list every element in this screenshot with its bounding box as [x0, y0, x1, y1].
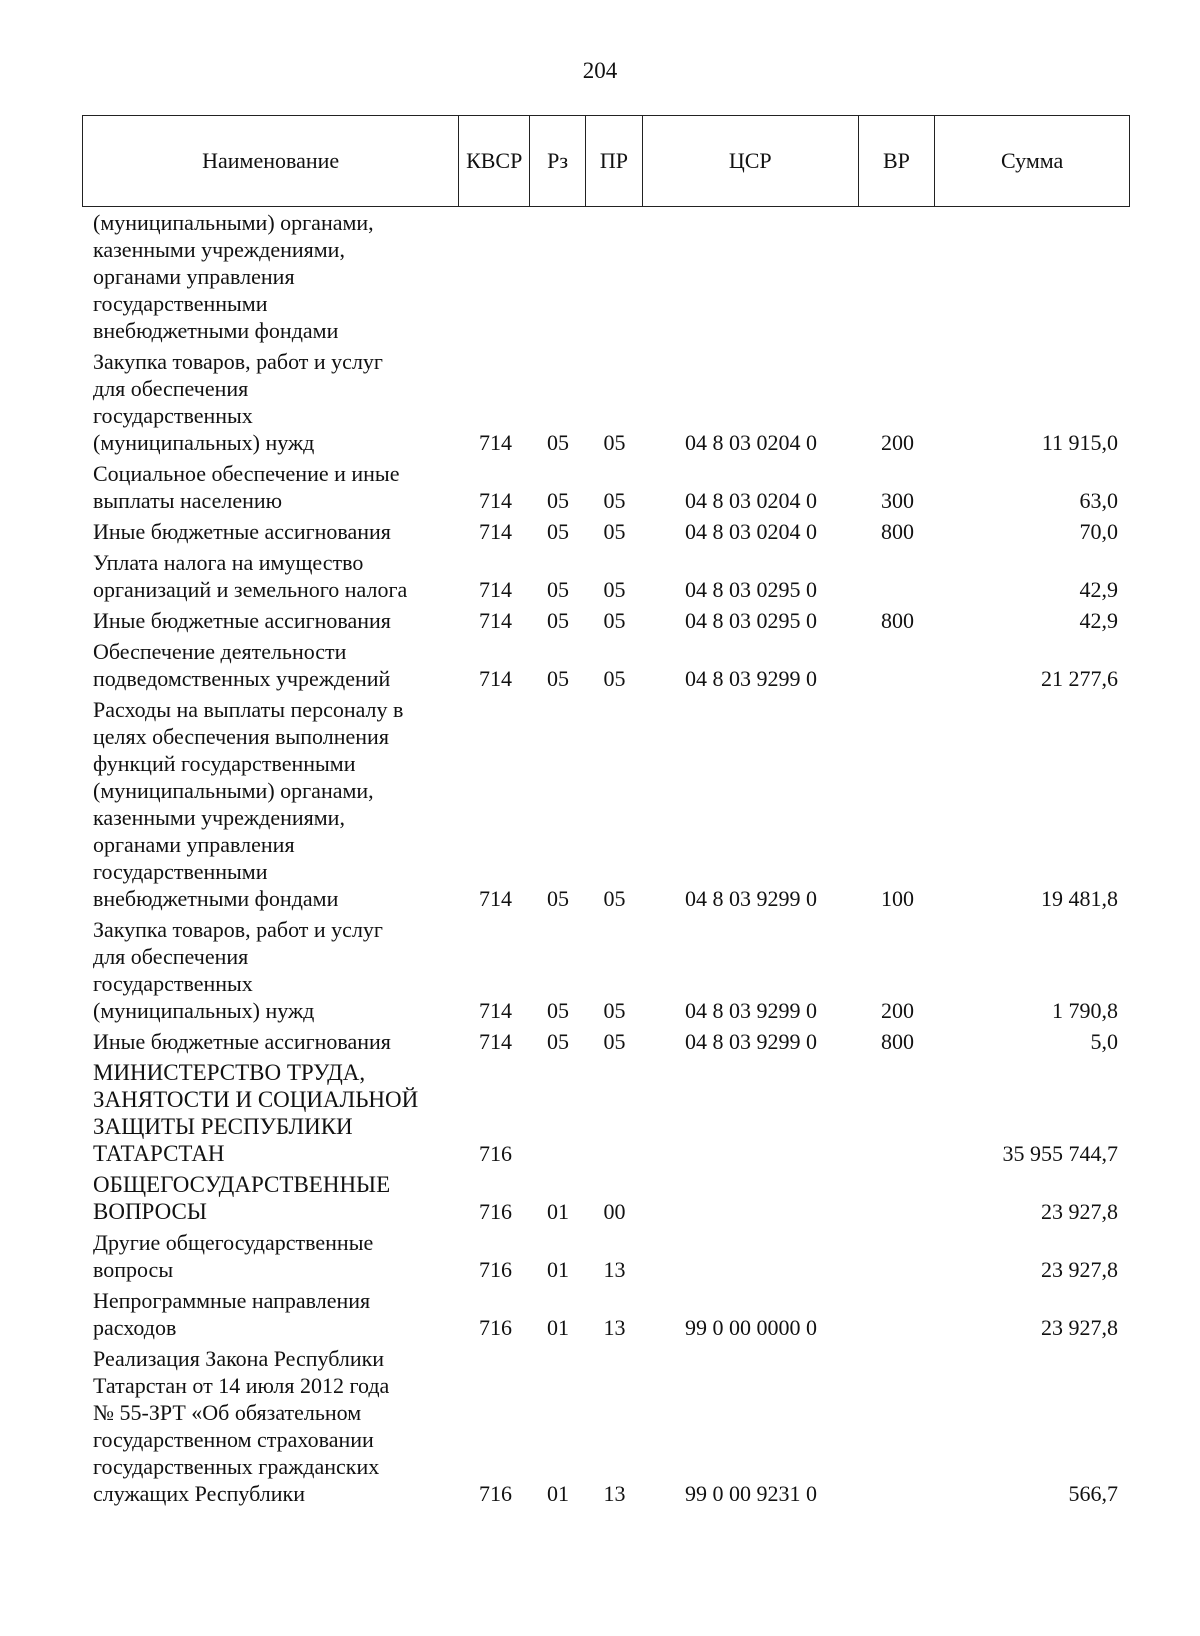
cell-sum: 11 915,0	[1041, 430, 1118, 455]
cell-name: ОБЩЕГОСУДАРСТВЕННЫЕ ВОПРОСЫ	[93, 1172, 391, 1224]
cell-kvsr: 716	[479, 1315, 512, 1340]
cell-kvsr: 716	[479, 1199, 512, 1224]
cell-pr: 13	[603, 1481, 626, 1506]
cell-rz: 05	[547, 488, 569, 513]
table-row	[82, 209, 1130, 344]
cell-name: Уплата налога на имущество организаций и земельного налога	[93, 550, 408, 602]
table-row	[82, 1287, 1130, 1341]
cell-name: Иные бюджетные ассигнования	[93, 608, 391, 633]
budget-table	[82, 115, 1130, 1511]
table-row	[82, 549, 1130, 603]
cell-csr: 99 0 00 9231 0	[685, 1481, 817, 1506]
cell-vr: 200	[881, 430, 914, 455]
cell-pr: 05	[603, 577, 626, 602]
table-row	[82, 916, 1130, 1024]
table-row	[82, 1229, 1130, 1283]
cell-csr: 04 8 03 9299 0	[685, 886, 817, 911]
table-row	[82, 348, 1130, 456]
header-pr: ПР	[586, 116, 643, 206]
table-row	[82, 460, 1130, 514]
cell-pr: 13	[603, 1315, 626, 1340]
cell-name: Закупка товаров, работ и услуг для обеспечения государственных (муниципальных) нужд	[93, 917, 383, 1023]
cell-sum: 35 955 744,7	[1002, 1141, 1118, 1166]
cell-vr: 300	[881, 488, 914, 513]
cell-sum: 21 277,6	[1041, 666, 1118, 691]
cell-pr: 05	[603, 488, 626, 513]
cell-csr: 04 8 03 0204 0	[685, 430, 817, 455]
cell-csr: 99 0 00 0000 0	[685, 1315, 817, 1340]
cell-kvsr: 714	[479, 430, 512, 455]
cell-kvsr: 714	[479, 886, 512, 911]
header-sum: Сумма	[1001, 148, 1064, 173]
cell-sum: 566,7	[1068, 1481, 1118, 1506]
cell-sum: 70,0	[1079, 519, 1118, 544]
cell-name: Закупка товаров, работ и услуг для обеспечения государственных (муниципальных) нужд	[93, 349, 383, 455]
cell-rz: 05	[547, 886, 569, 911]
cell-vr: 800	[881, 608, 914, 633]
table-row	[82, 607, 1130, 634]
cell-sum: 42,9	[1079, 608, 1118, 633]
cell-name: Иные бюджетные ассигнования	[93, 519, 391, 544]
cell-kvsr: 714	[479, 666, 512, 691]
cell-rz: 05	[547, 430, 569, 455]
cell-kvsr: 714	[479, 998, 512, 1023]
table-row	[82, 1059, 1130, 1167]
cell-rz: 01	[547, 1199, 569, 1224]
cell-pr: 05	[603, 430, 626, 455]
table-row	[82, 1171, 1130, 1225]
cell-pr: 00	[603, 1199, 626, 1224]
cell-name: Другие общегосударственные вопросы	[93, 1230, 374, 1282]
cell-pr: 05	[603, 1029, 626, 1054]
cell-rz: 05	[547, 666, 569, 691]
cell-csr: 04 8 03 0204 0	[685, 488, 817, 513]
header-name: Наименование	[83, 116, 459, 206]
cell-kvsr: 714	[479, 577, 512, 602]
cell-name: Реализация Закона Республики Татарстан от 14 июля 2012 года № 55-ЗРТ «Об обязательном государственном страховании государственных гражданских служащих Республики	[93, 1346, 390, 1506]
cell-rz: 05	[547, 608, 569, 633]
header-kvsr: КВСР	[459, 116, 530, 206]
table-row	[82, 1345, 1130, 1507]
table-row	[82, 696, 1130, 912]
cell-sum: 1 790,8	[1052, 998, 1118, 1023]
cell-sum: 5,0	[1090, 1029, 1118, 1054]
cell-sum: 23 927,8	[1041, 1257, 1118, 1282]
cell-kvsr: 714	[479, 488, 512, 513]
cell-name: Непрограммные направления расходов	[93, 1288, 371, 1340]
cell-rz: 05	[547, 998, 569, 1023]
cell-vr: 800	[881, 519, 914, 544]
cell-rz: 05	[547, 1029, 569, 1054]
cell-rz: 01	[547, 1481, 569, 1506]
cell-rz: 01	[547, 1315, 569, 1340]
cell-name: (муниципальными) органами, казенными учреждениями, органами управления государственными внебюджетными фондами	[93, 210, 374, 343]
cell-csr: 04 8 03 9299 0	[685, 1029, 817, 1054]
cell-name: Иные бюджетные ассигнования	[93, 1029, 391, 1054]
cell-csr: 04 8 03 0295 0	[685, 577, 817, 602]
cell-kvsr: 714	[479, 519, 512, 544]
table-row	[82, 638, 1130, 692]
cell-kvsr: 716	[479, 1481, 512, 1506]
cell-sum: 23 927,8	[1041, 1315, 1118, 1340]
cell-vr: 200	[881, 998, 914, 1023]
cell-name: МИНИСТЕРСТВО ТРУДА, ЗАНЯТОСТИ И СОЦИАЛЬНОЙ ЗАЩИТЫ РЕСПУБЛИКИ ТАТАРСТАН	[93, 1060, 419, 1166]
cell-pr: 05	[603, 608, 626, 633]
table-row	[82, 518, 1130, 545]
cell-csr: 04 8 03 9299 0	[685, 998, 817, 1023]
table-body	[82, 209, 1130, 1507]
cell-kvsr: 716	[479, 1257, 512, 1282]
cell-vr: 100	[881, 886, 914, 911]
cell-rz: 05	[547, 577, 569, 602]
header-vr: ВР	[859, 116, 936, 206]
cell-pr: 05	[603, 519, 626, 544]
cell-pr: 13	[603, 1257, 626, 1282]
cell-sum: 42,9	[1079, 577, 1118, 602]
cell-csr: 04 8 03 9299 0	[685, 666, 817, 691]
cell-name: Социальное обеспечение и иные выплаты населению	[93, 461, 400, 513]
cell-kvsr: 716	[479, 1141, 512, 1166]
header-rz: Рз	[530, 116, 586, 206]
cell-kvsr: 714	[479, 1029, 512, 1054]
cell-pr: 05	[603, 666, 626, 691]
cell-csr: 04 8 03 0204 0	[685, 519, 817, 544]
cell-vr: 800	[881, 1029, 914, 1054]
cell-sum: 23 927,8	[1041, 1199, 1118, 1224]
cell-rz: 05	[547, 519, 569, 544]
cell-sum: 63,0	[1079, 488, 1118, 513]
cell-csr: 04 8 03 0295 0	[685, 608, 817, 633]
cell-pr: 05	[603, 886, 626, 911]
page-number: 204	[582, 58, 618, 83]
cell-sum: 19 481,8	[1041, 886, 1118, 911]
table-row	[82, 1028, 1130, 1055]
cell-kvsr: 714	[479, 608, 512, 633]
cell-pr: 05	[603, 998, 626, 1023]
table-header	[82, 115, 1130, 207]
cell-name: Расходы на выплаты персоналу в целях обеспечения выполнения функций государственными (муниципальными) органами, казенными учреждениями, органами управления государственными внебюджетными фондами	[93, 697, 404, 911]
cell-name: Обеспечение деятельности подведомственных учреждений	[93, 639, 391, 691]
header-csr: ЦСР	[643, 116, 859, 206]
cell-rz: 01	[547, 1257, 569, 1282]
